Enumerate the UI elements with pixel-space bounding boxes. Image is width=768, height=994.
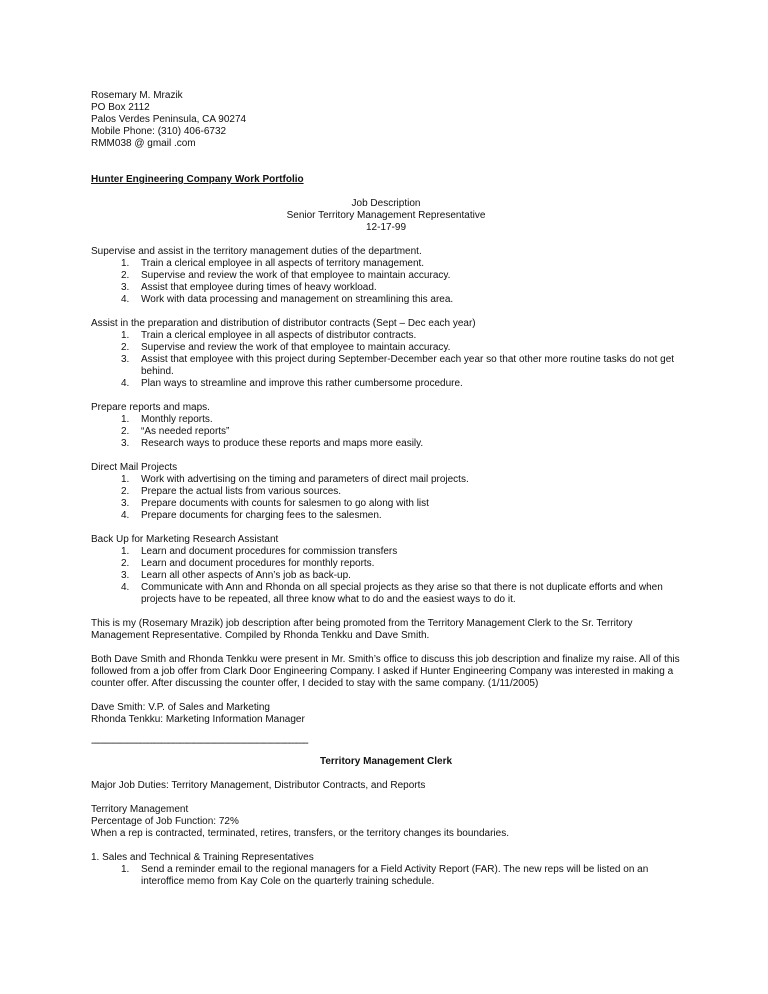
list-item: 3. Research ways to produce these reports and maps more easily. [121, 438, 424, 449]
numbered-list [91, 258, 681, 306]
duty-section [91, 534, 681, 606]
list-item: 2. Supervise and review the work of that employee to maintain accuracy. [121, 270, 451, 281]
list-item: 3. Assist that employee during times of heavy workload. [121, 282, 377, 293]
section-heading: Back Up for Marketing Research Assistant [91, 534, 279, 545]
list-item: 2. Supervise and review the work of that employee to maintain accuracy. [121, 342, 451, 353]
numbered-list [91, 864, 681, 888]
duty-section [91, 462, 681, 522]
contact-block [91, 90, 681, 150]
promotion-paragraph: This is my (Rosemary Mrazik) job description after being promoted from the Territory Management Clerk to the Sr. Territory Management Representative. Compiled by Rhonda Tenkku and Dave Smith. [91, 618, 633, 641]
signatory-line2: Rhonda Tenkku: Marketing Information Manager [91, 714, 305, 725]
document-page [91, 90, 681, 888]
list-item: 1. Monthly reports. [121, 414, 213, 425]
list-item: 4. Communicate with Ann and Rhonda on all special projects as they arise so that there is not duplicate efforts and when projects have to be repeated, all three know what to do and the easiest ways to do it. [121, 582, 663, 605]
separator-line: --------------------------------------------------------------------------------------------- [91, 738, 308, 749]
contact-name: Rosemary M. Mrazik [91, 90, 183, 101]
list-item: 1. Learn and document procedures for commission transfers [121, 546, 398, 557]
list-item: 1. Work with advertising on the timing and parameters of direct mail projects. [121, 474, 469, 485]
list-item: 3. Prepare documents with counts for salesmen to go along with list [121, 498, 429, 509]
numbered-list [91, 546, 681, 606]
job-header [91, 198, 681, 234]
job-header-line1: Job Description [351, 198, 421, 209]
duty-section [91, 318, 681, 390]
contact-phone: Mobile Phone: (310) 406-6732 [91, 126, 227, 137]
list-item: 1. Train a clerical employee in all aspects of territory management. [121, 258, 425, 269]
tm-description: When a rep is contracted, terminated, retires, transfers, or the territory changes its boundaries. [91, 828, 509, 839]
counter-offer-paragraph: Both Dave Smith and Rhonda Tenkku were present in Mr. Smith’s office to discuss this job description and finalize my raise. All of this followed from a job offer from Clark Door Engineering Company. I asked if Hunter Engineering Company was interested in making a counter offer. After discussing the counter offer, I decided to stay with the same company. (1/11/2005) [91, 654, 680, 689]
list-item: 4. Work with data processing and management on streamlining this area. [121, 294, 454, 305]
contact-email: RMM038 @ gmail .com [91, 138, 196, 149]
job-header-line2: Senior Territory Management Representative [286, 210, 486, 221]
list-item: 1. Train a clerical employee in all aspects of distributor contracts. [121, 330, 417, 341]
numbered-list [91, 414, 681, 450]
list-item: 2. Learn and document procedures for monthly reports. [121, 558, 375, 569]
section-heading: Assist in the preparation and distribution of distributor contracts (Sept – Dec each year) [91, 318, 476, 329]
signatory-line1: Dave Smith: V.P. of Sales and Marketing [91, 702, 270, 713]
section-heading: Supervise and assist in the territory management duties of the department. [91, 246, 422, 257]
list-item: 4. Plan ways to streamline and improve this rather cumbersome procedure. [121, 378, 463, 389]
clerk-title: Territory Management Clerk [319, 756, 453, 767]
duty-section [91, 402, 681, 450]
tm-heading: Territory Management [91, 804, 189, 815]
job-header-date: 12-17-99 [365, 222, 407, 233]
numbered-list [91, 330, 681, 390]
section-heading: Prepare reports and maps. [91, 402, 210, 413]
contact-address-line2: Palos Verdes Peninsula, CA 90274 [91, 114, 247, 125]
list-item: 1. Send a reminder email to the regional managers for a Field Activity Report (FAR). The new reps will be listed on an interoffice memo from Kay Cole on the quarterly training schedule. [121, 864, 649, 887]
duty-section [91, 246, 681, 306]
subsection-heading: 1. Sales and Technical & Training Representatives [91, 852, 314, 863]
list-item: 3. Assist that employee with this project during September-December each year so that other more routine tasks do not get behind. [121, 354, 675, 377]
list-item: 3. Learn all other aspects of Ann’s job as back-up. [121, 570, 351, 581]
list-item: 2. Prepare the actual lists from various sources. [121, 486, 342, 497]
list-item: 2. “As needed reports” [121, 426, 230, 437]
numbered-list [91, 474, 681, 522]
portfolio-title: Hunter Engineering Company Work Portfolio [91, 174, 304, 185]
list-item: 4. Prepare documents for charging fees to the salesmen. [121, 510, 382, 521]
contact-address-line1: PO Box 2112 [91, 102, 150, 113]
section-heading: Direct Mail Projects [91, 462, 178, 473]
major-duties: Major Job Duties: Territory Management, Distributor Contracts, and Reports [91, 780, 426, 791]
tm-percentage: Percentage of Job Function: 72% [91, 816, 239, 827]
